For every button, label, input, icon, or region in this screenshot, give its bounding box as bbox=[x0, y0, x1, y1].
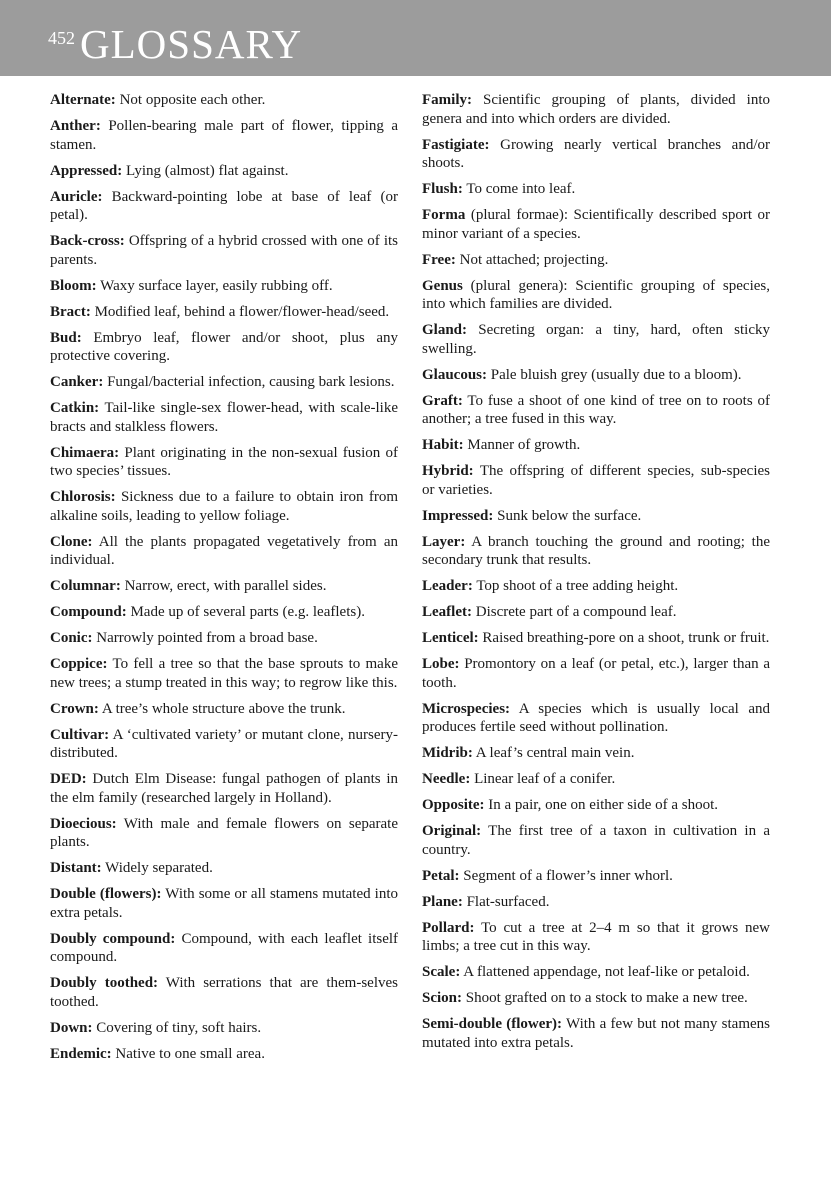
glossary-term: Microspecies: bbox=[422, 700, 511, 717]
glossary-entry bbox=[422, 867, 770, 886]
glossary-term: Opposite: bbox=[422, 797, 485, 813]
glossary-term: Lenticel: bbox=[422, 630, 479, 646]
glossary-definition: A ‘cultivated variety’ or mutant clone, nursery-distributed. bbox=[50, 726, 398, 761]
glossary-term: Genus bbox=[422, 277, 463, 294]
glossary-entry bbox=[50, 577, 398, 596]
glossary-term: Layer: bbox=[422, 533, 466, 550]
glossary-term: Midrib: bbox=[422, 745, 473, 761]
glossary-definition: Top shoot of a tree adding height. bbox=[476, 578, 679, 594]
glossary-definition: To fuse a shoot of one kind of tree on to roots of another; a tree fused in this way. bbox=[422, 392, 770, 427]
glossary-term: Impressed: bbox=[422, 507, 494, 524]
glossary-entry bbox=[422, 436, 770, 455]
glossary-entry bbox=[50, 277, 398, 296]
glossary-definition: Growing nearly vertical branches and/or shoots. bbox=[422, 136, 770, 171]
glossary-definition: (plural formae): Scientifically described sport or minor variant of a species. bbox=[422, 207, 771, 242]
glossary-term: Hybrid: bbox=[422, 463, 474, 479]
glossary-term: Dioecious: bbox=[50, 815, 117, 832]
glossary-term: Petal: bbox=[422, 867, 460, 884]
glossary-definition: Tail-like single-sex flower-head, with scale-like bracts and stalkless flowers. bbox=[50, 400, 398, 435]
glossary-term: Plane: bbox=[422, 893, 463, 910]
glossary-definition: Manner of growth. bbox=[467, 437, 581, 453]
glossary-term: Canker: bbox=[50, 374, 104, 390]
glossary-definition: Narrowly pointed from a broad base. bbox=[96, 630, 318, 646]
glossary-definition: Waxy surface layer, easily rubbing off. bbox=[100, 277, 333, 294]
glossary-entry bbox=[50, 533, 398, 570]
glossary-term: Bract: bbox=[50, 303, 91, 320]
glossary-entry bbox=[422, 919, 770, 956]
glossary-term: Leader: bbox=[422, 578, 473, 594]
glossary-term: Pollard: bbox=[422, 919, 475, 936]
glossary-term: Alternate: bbox=[50, 92, 116, 108]
glossary-term: Forma bbox=[422, 207, 466, 223]
glossary-entry bbox=[50, 399, 398, 436]
glossary-entry bbox=[422, 700, 770, 737]
glossary-term: Cultivar: bbox=[50, 726, 110, 743]
glossary-term: Distant: bbox=[50, 860, 102, 876]
glossary-entry bbox=[422, 744, 770, 763]
glossary-definition: Not attached; projecting. bbox=[459, 251, 609, 268]
glossary-definition: With some or all stamens mutated into extra petals. bbox=[50, 886, 398, 921]
glossary-entry bbox=[50, 815, 398, 852]
glossary-entry bbox=[422, 277, 770, 314]
glossary-term: Original: bbox=[422, 823, 482, 839]
glossary-definition: With male and female flowers on separate plants. bbox=[50, 815, 399, 850]
glossary-entry bbox=[422, 136, 770, 173]
glossary-term: Catkin: bbox=[50, 400, 100, 416]
glossary-entry bbox=[50, 91, 398, 110]
glossary-definition: Backward-pointing lobe at base of leaf (or petal). bbox=[50, 188, 398, 223]
glossary-term: Flush: bbox=[422, 181, 463, 197]
glossary-entry bbox=[422, 603, 770, 622]
glossary-definition: Raised breathing-pore on a shoot, trunk or fruit. bbox=[482, 630, 770, 646]
glossary-term: Fastigiate: bbox=[422, 136, 490, 153]
glossary-column-left bbox=[50, 91, 398, 1071]
glossary-definition: A tree’s whole structure above the trunk. bbox=[101, 700, 346, 717]
glossary-definition: Compound, with each leaflet itself compound. bbox=[50, 930, 399, 965]
glossary-definition: Modified leaf, behind a flower/flower-head/seed. bbox=[94, 303, 390, 320]
glossary-term: Coppice: bbox=[50, 656, 108, 672]
glossary-entry bbox=[50, 974, 398, 1011]
glossary-term: Bud: bbox=[50, 329, 82, 346]
glossary-term: Graft: bbox=[422, 392, 463, 409]
glossary-term: Leaflet: bbox=[422, 604, 472, 620]
glossary-entry bbox=[50, 117, 398, 154]
glossary-definition: Covering of tiny, soft hairs. bbox=[96, 1019, 262, 1036]
glossary-entry bbox=[422, 822, 770, 859]
glossary-term: Compound: bbox=[50, 604, 127, 620]
glossary-entry bbox=[50, 770, 398, 807]
glossary-definition: Linear leaf of a conifer. bbox=[474, 771, 616, 787]
glossary-entry bbox=[422, 893, 770, 912]
glossary-definition: A branch touching the ground and rooting; the secondary trunk that results. bbox=[422, 533, 770, 568]
page-number: 452 bbox=[48, 28, 75, 48]
glossary-term: Clone: bbox=[50, 533, 93, 550]
glossary-entry bbox=[422, 462, 770, 499]
glossary-definition: Not opposite each other. bbox=[119, 92, 266, 108]
glossary-column-right bbox=[422, 91, 770, 1060]
glossary-definition: In a pair, one on either side of a shoot. bbox=[488, 797, 719, 813]
glossary-definition: Segment of a flower’s inner whorl. bbox=[463, 867, 673, 884]
glossary-entry bbox=[422, 770, 770, 789]
glossary-definition: Plant originating in the non-sexual fusion of two species’ tissues. bbox=[50, 444, 398, 479]
glossary-term: Doubly compound: bbox=[50, 930, 176, 947]
glossary-definition: Offspring of a hybrid crossed with one of its parents. bbox=[50, 233, 398, 268]
glossary-definition: Secreting organ: a tiny, hard, often sticky swelling. bbox=[422, 322, 770, 357]
glossary-definition: Scientific grouping of plants, divided into genera and into which orders are divided. bbox=[422, 92, 771, 127]
glossary-entry bbox=[422, 206, 770, 243]
glossary-entry bbox=[50, 859, 398, 878]
glossary-entry bbox=[422, 796, 770, 815]
glossary-term: Anther: bbox=[50, 118, 101, 134]
glossary-entry bbox=[422, 91, 770, 128]
glossary-term: Scale: bbox=[422, 964, 461, 980]
glossary-term: Free: bbox=[422, 251, 456, 268]
glossary-entry bbox=[50, 303, 398, 322]
glossary-definition: Made up of several parts (e.g. leaflets). bbox=[130, 604, 365, 620]
glossary-definition: Embryo leaf, flower and/or shoot, plus any protective covering. bbox=[50, 329, 398, 364]
glossary-entry bbox=[50, 329, 398, 366]
glossary-entry bbox=[422, 392, 770, 429]
glossary-entry bbox=[50, 700, 398, 719]
glossary-entry bbox=[50, 1019, 398, 1038]
glossary-term: Auricle: bbox=[50, 188, 103, 205]
glossary-entry bbox=[422, 180, 770, 199]
glossary-entry bbox=[422, 963, 770, 982]
glossary-definition: The first tree of a taxon in cultivation in a country. bbox=[422, 823, 770, 858]
glossary-term: Habit: bbox=[422, 437, 464, 453]
glossary-definition: To come into leaf. bbox=[466, 181, 576, 197]
glossary-definition: All the plants propagated vegetatively from an individual. bbox=[50, 533, 398, 568]
glossary-definition: Flat-surfaced. bbox=[466, 893, 550, 910]
glossary-entry bbox=[50, 629, 398, 648]
glossary-entry bbox=[50, 232, 398, 269]
glossary-entry bbox=[50, 603, 398, 622]
glossary-entry bbox=[50, 373, 398, 392]
glossary-entry bbox=[422, 989, 770, 1008]
glossary-entry bbox=[50, 162, 398, 181]
page-header bbox=[0, 0, 831, 76]
page-title: GLOSSARY bbox=[80, 21, 303, 67]
glossary-definition: Discrete part of a compound leaf. bbox=[475, 604, 677, 620]
glossary-definition: Narrow, erect, with parallel sides. bbox=[124, 578, 327, 594]
glossary-term: Columnar: bbox=[50, 578, 121, 594]
glossary-definition: (plural genera): Scientific grouping of species, into which families are divided. bbox=[422, 277, 770, 312]
glossary-definition: Dutch Elm Disease: fungal pathogen of plants in the elm family (researched largely in Holland). bbox=[50, 771, 398, 806]
glossary-definition: To cut a tree at 2–4 m so that it grows new limbs; a tree cut in this way. bbox=[422, 919, 771, 954]
glossary-term: DED: bbox=[50, 771, 87, 787]
glossary-entry bbox=[50, 1045, 398, 1064]
glossary-definition: Lying (almost) flat against. bbox=[125, 162, 289, 179]
glossary-term: Endemic: bbox=[50, 1045, 112, 1062]
glossary-definition: Sunk below the surface. bbox=[497, 507, 642, 524]
glossary-entry bbox=[422, 1015, 770, 1052]
glossary-term: Gland: bbox=[422, 322, 468, 338]
glossary-definition: A species which is usually local and produces fertile seed without pollination. bbox=[422, 700, 770, 735]
glossary-entry bbox=[50, 188, 398, 225]
glossary-definition: Widely separated. bbox=[105, 860, 213, 876]
glossary-definition: With serrations that are them-selves toothed. bbox=[50, 975, 398, 1010]
glossary-definition: Shoot grafted on to a stock to make a new tree. bbox=[465, 990, 748, 1006]
glossary-term: Glaucous: bbox=[422, 366, 488, 383]
glossary-term: Back-cross: bbox=[50, 233, 125, 249]
glossary-term: Chimaera: bbox=[50, 444, 120, 461]
glossary-term: Down: bbox=[50, 1019, 93, 1036]
glossary-term: Double (flowers): bbox=[50, 886, 162, 902]
glossary-entry bbox=[50, 655, 398, 692]
glossary-term: Lobe: bbox=[422, 656, 460, 672]
glossary-entry bbox=[422, 321, 770, 358]
glossary-definition: Fungal/bacterial infection, causing bark lesions. bbox=[107, 374, 395, 390]
glossary-definition: With a few but not many stamens mutated into extra petals. bbox=[422, 1016, 770, 1051]
glossary-entry bbox=[422, 533, 770, 570]
glossary-entry bbox=[422, 577, 770, 596]
glossary-entry bbox=[50, 885, 398, 922]
glossary-definition: The offspring of different species, sub-species or varieties. bbox=[422, 463, 770, 498]
glossary-term: Chlorosis: bbox=[50, 489, 116, 505]
glossary-term: Conic: bbox=[50, 630, 93, 646]
glossary-entry bbox=[422, 251, 770, 270]
glossary-term: Scion: bbox=[422, 990, 463, 1006]
glossary-definition: Native to one small area. bbox=[115, 1045, 265, 1062]
glossary-entry bbox=[50, 488, 398, 525]
glossary-entry bbox=[422, 366, 770, 385]
glossary-term: Crown: bbox=[50, 700, 99, 717]
glossary-definition: A leaf’s central main vein. bbox=[475, 745, 635, 761]
glossary-term: Appressed: bbox=[50, 162, 123, 179]
glossary-entry bbox=[422, 655, 770, 692]
glossary-definition: Sickness due to a failure to obtain iron from alkaline soils, leading to yellow foliage. bbox=[50, 489, 399, 524]
glossary-definition: A flattened appendage, not leaf-like or petaloid. bbox=[463, 964, 750, 980]
glossary-term: Needle: bbox=[422, 771, 471, 787]
glossary-entry bbox=[422, 629, 770, 648]
glossary-term: Family: bbox=[422, 92, 472, 108]
glossary-entry bbox=[50, 726, 398, 763]
glossary-term: Bloom: bbox=[50, 277, 97, 294]
glossary-entry bbox=[50, 444, 398, 481]
glossary-term: Doubly toothed: bbox=[50, 975, 159, 991]
glossary-definition: Pale bluish grey (usually due to a bloom). bbox=[490, 366, 742, 383]
glossary-entry bbox=[422, 507, 770, 526]
glossary-entry bbox=[50, 930, 398, 967]
glossary-definition: To fell a tree so that the base sprouts to make new trees; a stump treated in this way; to regrow like this. bbox=[50, 656, 398, 691]
glossary-definition: Promontory on a leaf (or petal, etc.), larger than a tooth. bbox=[422, 656, 771, 691]
glossary-definition: Pollen-bearing male part of flower, tipping a stamen. bbox=[50, 118, 399, 153]
glossary-term: Semi-double (flower): bbox=[422, 1016, 563, 1032]
